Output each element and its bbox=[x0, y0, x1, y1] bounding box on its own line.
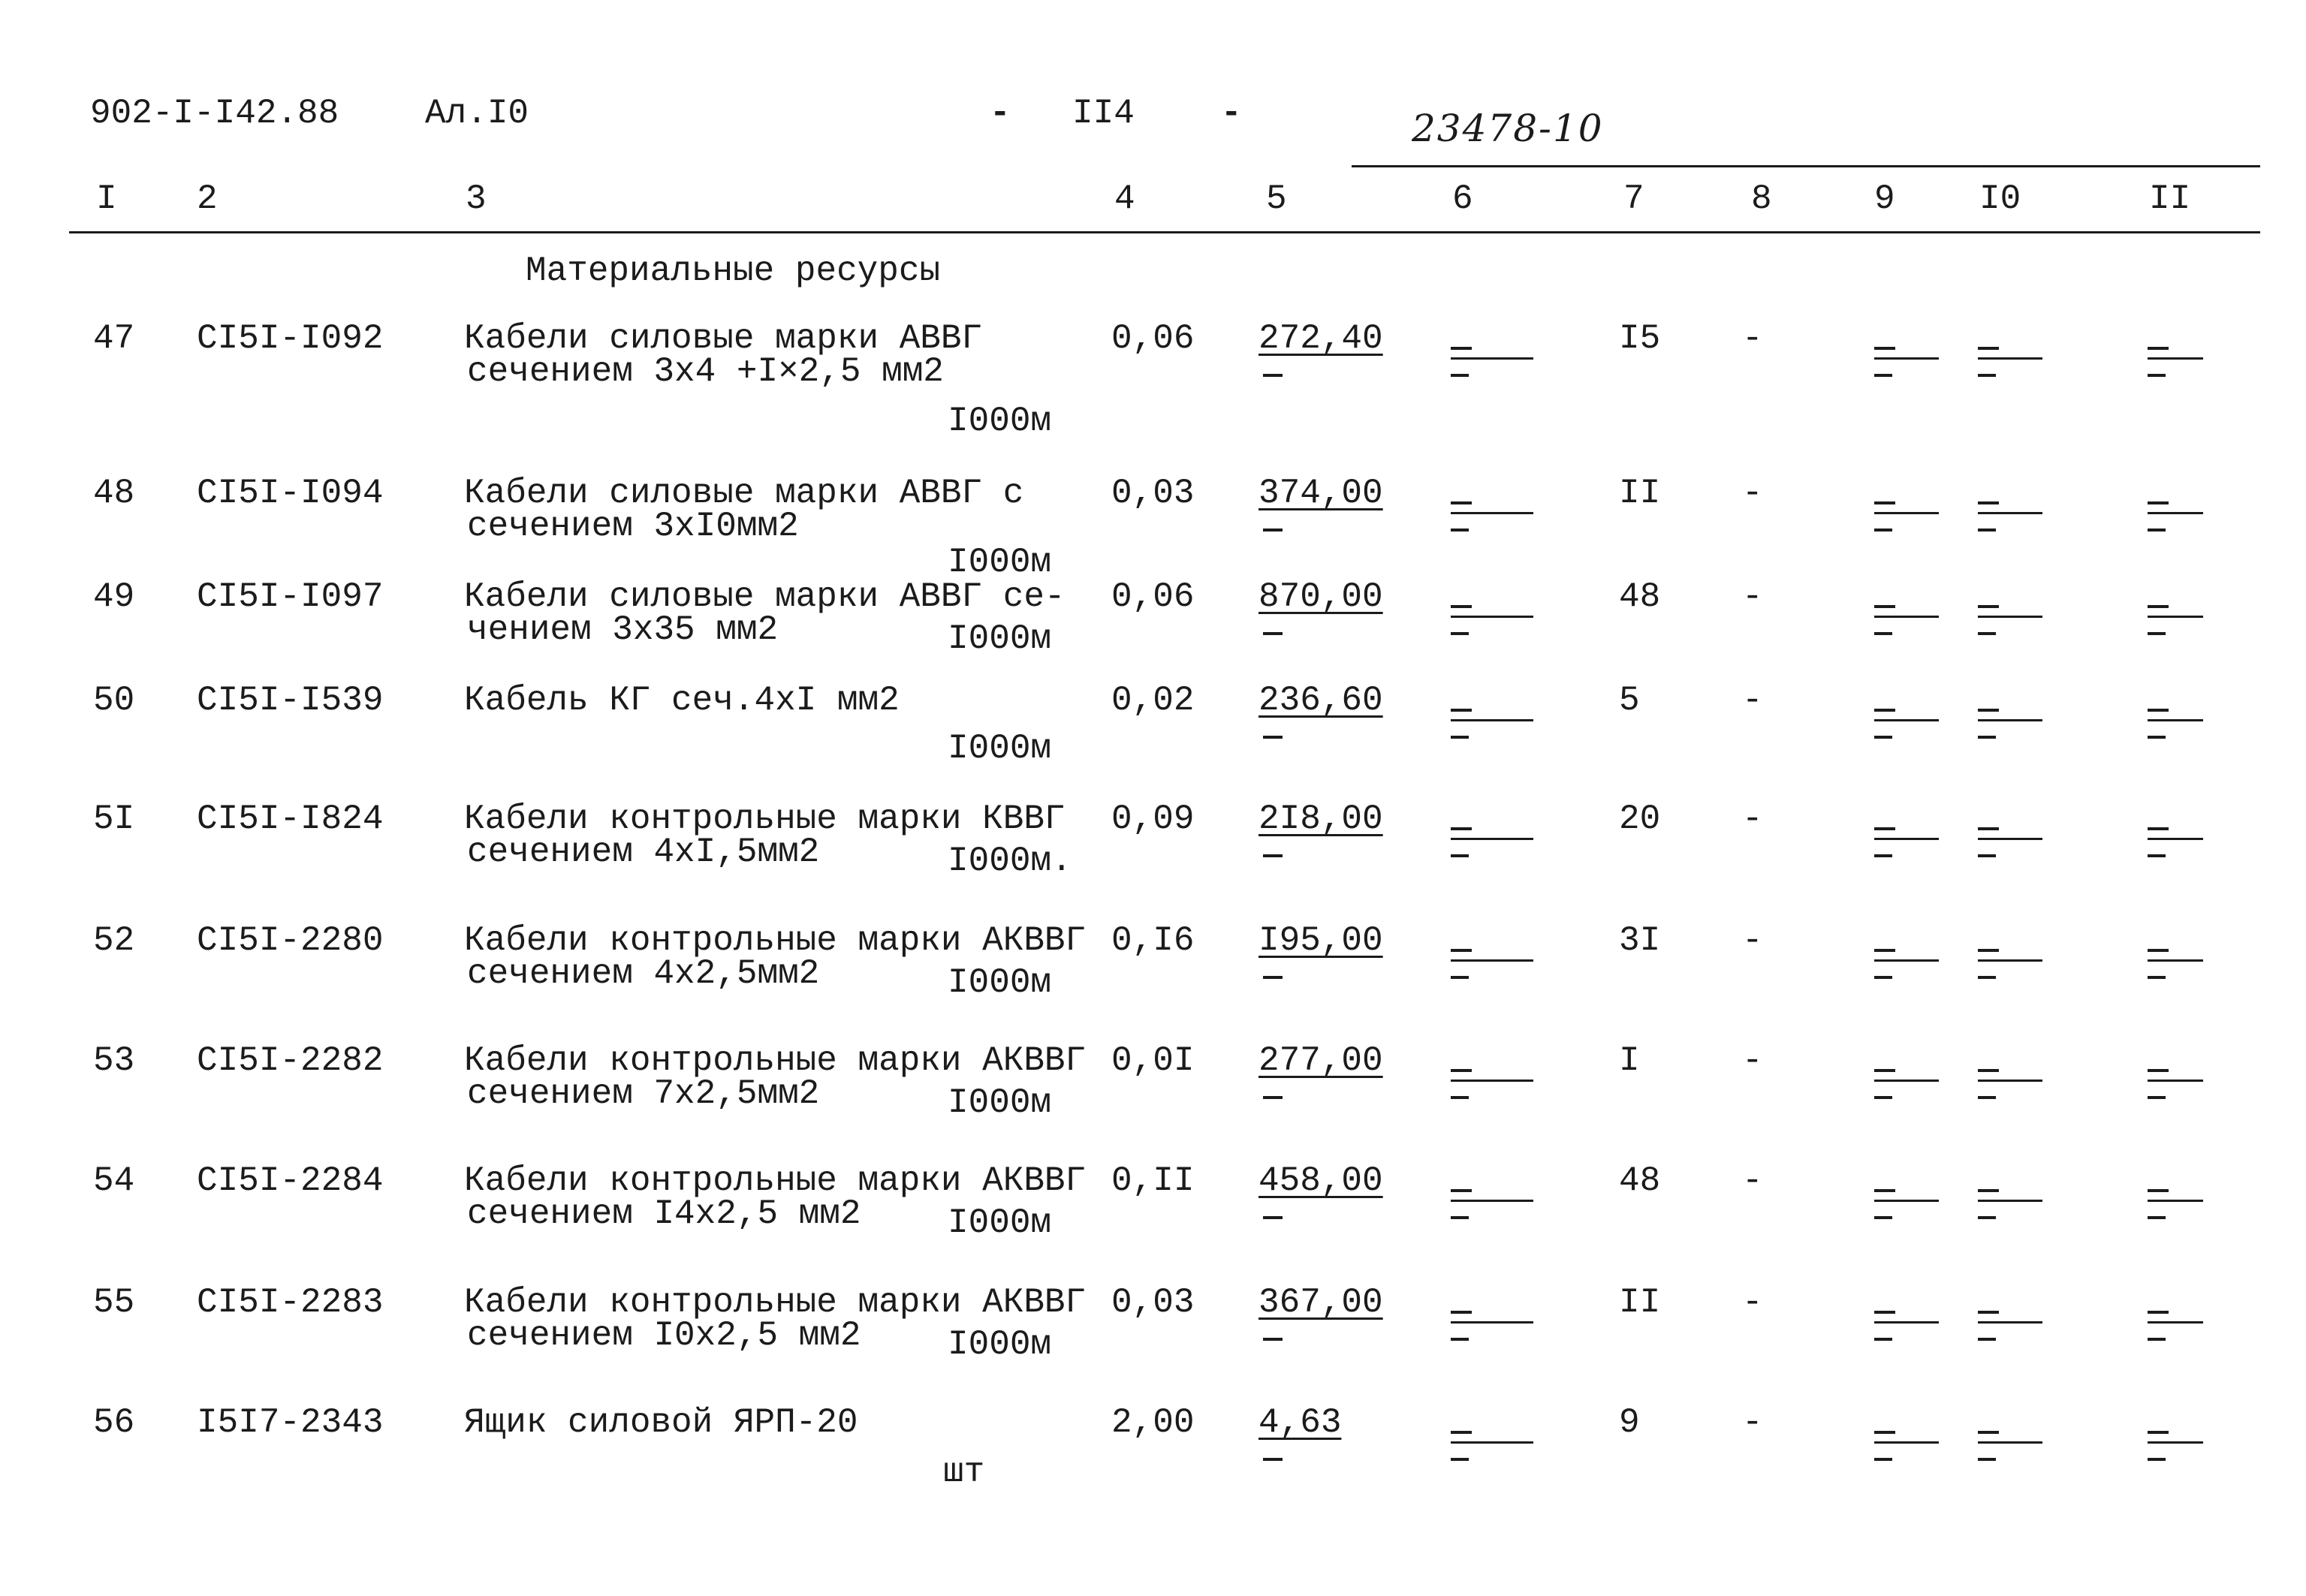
empty-cell-dash bbox=[2148, 949, 2169, 952]
empty-cell-dash bbox=[1978, 949, 1999, 952]
empty-cell-dash bbox=[1451, 1441, 1533, 1444]
empty-cell-dash bbox=[1263, 1458, 1283, 1461]
empty-cell-dash bbox=[1451, 512, 1533, 514]
empty-cell-dash bbox=[1978, 528, 1996, 531]
empty-cell-dash bbox=[1874, 357, 1939, 360]
column-header: I0 bbox=[1979, 179, 2021, 218]
empty-cell-dash bbox=[2148, 512, 2203, 514]
empty-cell-dash bbox=[1451, 949, 1472, 952]
row-price: 236,60 bbox=[1259, 681, 1383, 720]
column-header: I bbox=[96, 179, 117, 218]
row-code: I5I7-2343 bbox=[197, 1403, 384, 1442]
empty-cell-dash bbox=[1978, 1080, 2042, 1082]
empty-cell-dash bbox=[2148, 501, 2169, 504]
empty-cell-dash bbox=[1263, 528, 1283, 531]
empty-cell-dash bbox=[1978, 357, 2042, 360]
row-price: 277,00 bbox=[1259, 1041, 1383, 1080]
row-quantity: 0,II bbox=[1111, 1161, 1195, 1200]
row-name-line2: сечением I0х2,5 мм2 bbox=[467, 1316, 861, 1355]
page-dash-left: - bbox=[990, 94, 1011, 133]
empty-cell-dash bbox=[1874, 854, 1892, 857]
empty-cell-dash bbox=[1978, 959, 2042, 962]
row-number: 56 bbox=[93, 1403, 135, 1442]
empty-cell-dash bbox=[2148, 1441, 2203, 1444]
empty-cell-dash bbox=[1978, 1338, 1996, 1341]
empty-cell-dash bbox=[1874, 1321, 1939, 1323]
column-header: 9 bbox=[1874, 179, 1895, 218]
row-price: 458,00 bbox=[1259, 1161, 1383, 1200]
column-header: 2 bbox=[197, 179, 218, 218]
row-price: 4,63 bbox=[1259, 1403, 1342, 1442]
row-col8: - bbox=[1742, 577, 1763, 616]
empty-cell-dash bbox=[1978, 1096, 1996, 1099]
row-code: CI5I-I092 bbox=[197, 319, 384, 358]
empty-cell-dash bbox=[1451, 854, 1469, 857]
empty-cell-dash bbox=[1978, 1441, 2042, 1444]
row-number: 48 bbox=[93, 474, 135, 513]
empty-cell-dash bbox=[2148, 357, 2203, 360]
empty-cell-dash bbox=[1874, 632, 1892, 635]
empty-cell-dash bbox=[1978, 1216, 1996, 1219]
empty-cell-dash bbox=[2148, 854, 2166, 857]
column-header: 8 bbox=[1751, 179, 1772, 218]
empty-cell-dash bbox=[1874, 709, 1895, 712]
row-code: CI5I-2284 bbox=[197, 1161, 384, 1200]
empty-cell-dash bbox=[2148, 719, 2203, 721]
row-col7: 5 bbox=[1619, 681, 1640, 720]
empty-cell-dash bbox=[1451, 959, 1533, 962]
empty-cell-dash bbox=[1451, 1431, 1472, 1434]
empty-cell-dash bbox=[1978, 1189, 1999, 1192]
empty-cell-dash bbox=[1874, 1080, 1939, 1082]
empty-cell-dash bbox=[1978, 616, 2042, 618]
empty-cell-dash bbox=[1874, 1431, 1895, 1434]
empty-cell-dash bbox=[2148, 1311, 2169, 1314]
empty-cell-dash bbox=[1263, 374, 1283, 377]
row-number: 47 bbox=[93, 319, 135, 358]
empty-cell-dash bbox=[1978, 1200, 2042, 1202]
row-quantity: 0,I6 bbox=[1111, 921, 1195, 960]
empty-cell-dash bbox=[1874, 1069, 1895, 1072]
empty-cell-dash bbox=[1978, 709, 1999, 712]
empty-cell-dash bbox=[2148, 1338, 2166, 1341]
row-unit: I000м bbox=[948, 543, 1052, 582]
empty-cell-dash bbox=[1874, 976, 1892, 979]
empty-cell-dash bbox=[1874, 1338, 1892, 1341]
empty-cell-dash bbox=[1978, 512, 2042, 514]
empty-cell-dash bbox=[1263, 1096, 1283, 1099]
empty-cell-dash bbox=[2148, 1096, 2166, 1099]
empty-cell-dash bbox=[1978, 838, 2042, 840]
empty-cell-dash bbox=[2148, 1216, 2166, 1219]
row-col8: - bbox=[1742, 681, 1763, 720]
empty-cell-dash bbox=[1451, 632, 1469, 635]
empty-cell-dash bbox=[1451, 1311, 1472, 1314]
row-quantity: 0,06 bbox=[1111, 577, 1195, 616]
empty-cell-dash bbox=[1451, 528, 1469, 531]
empty-cell-dash bbox=[1978, 1458, 1996, 1461]
row-name-line1: Кабели силовые марки АВВГ bbox=[464, 319, 983, 358]
row-code: CI5I-2282 bbox=[197, 1041, 384, 1080]
empty-cell-dash bbox=[1978, 1069, 1999, 1072]
empty-cell-dash bbox=[1874, 1200, 1939, 1202]
row-col8: - bbox=[1742, 474, 1763, 513]
row-name-line1: Ящик силовой ЯРП-20 bbox=[464, 1403, 858, 1442]
empty-cell-dash bbox=[1263, 1216, 1283, 1219]
row-unit: I000м bbox=[948, 963, 1052, 1002]
row-code: CI5I-2283 bbox=[197, 1283, 384, 1322]
empty-cell-dash bbox=[2148, 528, 2166, 531]
row-quantity: 0,06 bbox=[1111, 319, 1195, 358]
row-number: 53 bbox=[93, 1041, 135, 1080]
row-col7: I5 bbox=[1619, 319, 1661, 358]
row-col7: I bbox=[1619, 1041, 1640, 1080]
row-col7: II bbox=[1619, 1283, 1661, 1322]
header-bottom-rule bbox=[69, 231, 2260, 233]
empty-cell-dash bbox=[2148, 616, 2203, 618]
empty-cell-dash bbox=[1978, 854, 1996, 857]
row-unit: I000м bbox=[948, 729, 1052, 768]
row-name-line2: сечением 3хI0мм2 bbox=[467, 507, 799, 546]
row-code: CI5I-I097 bbox=[197, 577, 384, 616]
column-header: 3 bbox=[466, 179, 487, 218]
empty-cell-dash bbox=[2148, 959, 2203, 962]
row-name-line2: сечением I4х2,5 мм2 bbox=[467, 1194, 861, 1233]
row-code: CI5I-I824 bbox=[197, 800, 384, 839]
row-name-line1: Кабели контрольные марки АКВВГ bbox=[464, 921, 1087, 960]
row-code: CI5I-I094 bbox=[197, 474, 384, 513]
row-col8: - bbox=[1742, 800, 1763, 839]
row-number: 49 bbox=[93, 577, 135, 616]
row-name-line1: Кабели контрольные марки АКВВГ bbox=[464, 1161, 1087, 1200]
empty-cell-dash bbox=[1874, 719, 1939, 721]
column-header: 7 bbox=[1623, 179, 1644, 218]
empty-cell-dash bbox=[2148, 827, 2169, 830]
row-col7: 20 bbox=[1619, 800, 1661, 839]
empty-cell-dash bbox=[1978, 374, 1996, 377]
empty-cell-dash bbox=[1978, 605, 1999, 608]
row-quantity: 0,09 bbox=[1111, 800, 1195, 839]
empty-cell-dash bbox=[1978, 976, 1996, 979]
row-name-line1: Кабели контрольные марки АКВВГ bbox=[464, 1041, 1087, 1080]
empty-cell-dash bbox=[1874, 838, 1939, 840]
empty-cell-dash bbox=[1451, 1189, 1472, 1192]
empty-cell-dash bbox=[1978, 827, 1999, 830]
empty-cell-dash bbox=[1451, 616, 1533, 618]
empty-cell-dash bbox=[1874, 512, 1939, 514]
column-header: 4 bbox=[1114, 179, 1135, 218]
row-code: CI5I-I539 bbox=[197, 681, 384, 720]
empty-cell-dash bbox=[1263, 854, 1283, 857]
empty-cell-dash bbox=[1263, 736, 1283, 739]
column-header: 5 bbox=[1266, 179, 1287, 218]
empty-cell-dash bbox=[1451, 357, 1533, 360]
row-unit: шт bbox=[943, 1453, 985, 1492]
row-unit: I000м bbox=[948, 402, 1052, 441]
empty-cell-dash bbox=[2148, 1189, 2169, 1192]
empty-cell-dash bbox=[2148, 1200, 2203, 1202]
empty-cell-dash bbox=[1978, 632, 1996, 635]
row-col7: 48 bbox=[1619, 1161, 1661, 1200]
empty-cell-dash bbox=[1978, 347, 1999, 350]
column-header: 6 bbox=[1452, 179, 1473, 218]
empty-cell-dash bbox=[1451, 501, 1472, 504]
row-quantity: 2,00 bbox=[1111, 1403, 1195, 1442]
row-unit: I000м. bbox=[948, 842, 1072, 881]
row-col7: 9 bbox=[1619, 1403, 1640, 1442]
empty-cell-dash bbox=[2148, 1069, 2169, 1072]
row-unit: I000м bbox=[948, 1325, 1052, 1364]
row-unit: I000м bbox=[948, 1083, 1052, 1122]
row-name-line1: Кабели силовые марки АВВГ се- bbox=[464, 577, 1066, 616]
row-name-line2: чением 3х35 мм2 bbox=[467, 610, 779, 649]
row-col8: - bbox=[1742, 319, 1763, 358]
row-name-line2: сечением 4хI,5мм2 bbox=[467, 833, 820, 872]
empty-cell-dash bbox=[1874, 827, 1895, 830]
empty-cell-dash bbox=[1874, 1311, 1895, 1314]
row-name-line1: Кабели силовые марки АВВГ с bbox=[464, 474, 1024, 513]
row-price: I95,00 bbox=[1259, 921, 1383, 960]
row-price: 367,00 bbox=[1259, 1283, 1383, 1322]
row-col7: 48 bbox=[1619, 577, 1661, 616]
empty-cell-dash bbox=[1874, 501, 1895, 504]
section-title: Материальные ресурсы bbox=[526, 251, 941, 291]
empty-cell-dash bbox=[1874, 949, 1895, 952]
empty-cell-dash bbox=[1874, 616, 1939, 618]
empty-cell-dash bbox=[2148, 1080, 2203, 1082]
empty-cell-dash bbox=[2148, 374, 2166, 377]
empty-cell-dash bbox=[1451, 719, 1533, 721]
row-col8: - bbox=[1742, 921, 1763, 960]
empty-cell-dash bbox=[1263, 1338, 1283, 1341]
empty-cell-dash bbox=[2148, 347, 2169, 350]
empty-cell-dash bbox=[1874, 959, 1939, 962]
empty-cell-dash bbox=[1451, 1080, 1533, 1082]
empty-cell-dash bbox=[1451, 1458, 1469, 1461]
row-price: 374,00 bbox=[1259, 474, 1383, 513]
row-number: 52 bbox=[93, 921, 135, 960]
empty-cell-dash bbox=[2148, 605, 2169, 608]
row-col8: - bbox=[1742, 1283, 1763, 1322]
empty-cell-dash bbox=[1451, 347, 1472, 350]
empty-cell-dash bbox=[1451, 1096, 1469, 1099]
empty-cell-dash bbox=[1451, 838, 1533, 840]
row-name-line2: сечением 4х2,5мм2 bbox=[467, 954, 820, 993]
row-quantity: 0,03 bbox=[1111, 1283, 1195, 1322]
row-number: 54 bbox=[93, 1161, 135, 1200]
empty-cell-dash bbox=[1874, 528, 1892, 531]
empty-cell-dash bbox=[2148, 632, 2166, 635]
document-number: 902-I-I42.88 bbox=[90, 94, 339, 133]
empty-cell-dash bbox=[1451, 1069, 1472, 1072]
row-name-line1: Кабели контрольные марки КВВГ bbox=[464, 800, 1066, 839]
empty-cell-dash bbox=[1874, 1096, 1892, 1099]
row-quantity: 0,03 bbox=[1111, 474, 1195, 513]
row-unit: I000м bbox=[948, 1203, 1052, 1242]
empty-cell-dash bbox=[1263, 976, 1283, 979]
row-price: 272,40 bbox=[1259, 319, 1383, 358]
empty-cell-dash bbox=[1451, 1321, 1533, 1323]
empty-cell-dash bbox=[2148, 709, 2169, 712]
empty-cell-dash bbox=[1451, 827, 1472, 830]
empty-cell-dash bbox=[1451, 1216, 1469, 1219]
empty-cell-dash bbox=[2148, 1458, 2166, 1461]
empty-cell-dash bbox=[1451, 605, 1472, 608]
empty-cell-dash bbox=[1874, 1216, 1892, 1219]
empty-cell-dash bbox=[2148, 1321, 2203, 1323]
column-header: II bbox=[2149, 179, 2191, 218]
row-unit: I000м bbox=[948, 619, 1052, 658]
row-quantity: 0,02 bbox=[1111, 681, 1195, 720]
row-col8: - bbox=[1742, 1403, 1763, 1442]
row-col7: II bbox=[1619, 474, 1661, 513]
page-number: II4 bbox=[1072, 94, 1135, 133]
empty-cell-dash bbox=[1451, 736, 1469, 739]
sheet-label: Ал.I0 bbox=[425, 94, 529, 133]
empty-cell-dash bbox=[1451, 1200, 1533, 1202]
header-top-rule bbox=[1352, 165, 2260, 167]
row-code: CI5I-2280 bbox=[197, 921, 384, 960]
page-dash-right: - bbox=[1221, 94, 1242, 133]
inventory-number: 23478-10 bbox=[1412, 107, 1604, 150]
empty-cell-dash bbox=[2148, 1431, 2169, 1434]
empty-cell-dash bbox=[1451, 1338, 1469, 1341]
empty-cell-dash bbox=[1874, 736, 1892, 739]
row-name-line1: Кабели контрольные марки АКВВГ bbox=[464, 1283, 1087, 1322]
row-col7: 3I bbox=[1619, 921, 1661, 960]
empty-cell-dash bbox=[1263, 632, 1283, 635]
empty-cell-dash bbox=[1874, 1189, 1895, 1192]
row-quantity: 0,0I bbox=[1111, 1041, 1195, 1080]
row-number: 5I bbox=[93, 800, 135, 839]
empty-cell-dash bbox=[1451, 976, 1469, 979]
row-col8: - bbox=[1742, 1161, 1763, 1200]
row-number: 50 bbox=[93, 681, 135, 720]
empty-cell-dash bbox=[2148, 838, 2203, 840]
empty-cell-dash bbox=[1451, 709, 1472, 712]
empty-cell-dash bbox=[2148, 736, 2166, 739]
empty-cell-dash bbox=[1978, 1431, 1999, 1434]
empty-cell-dash bbox=[1874, 605, 1895, 608]
empty-cell-dash bbox=[1978, 1321, 2042, 1323]
row-price: 870,00 bbox=[1259, 577, 1383, 616]
empty-cell-dash bbox=[1451, 374, 1469, 377]
empty-cell-dash bbox=[1874, 374, 1892, 377]
row-name-line2: сечением 3х4 +I×2,5 мм2 bbox=[467, 352, 944, 391]
row-name-line2: сечением 7х2,5мм2 bbox=[467, 1074, 820, 1113]
empty-cell-dash bbox=[1874, 1441, 1939, 1444]
empty-cell-dash bbox=[1978, 719, 2042, 721]
row-price: 2I8,00 bbox=[1259, 800, 1383, 839]
empty-cell-dash bbox=[1874, 347, 1895, 350]
empty-cell-dash bbox=[1978, 501, 1999, 504]
empty-cell-dash bbox=[1874, 1458, 1892, 1461]
empty-cell-dash bbox=[1978, 1311, 1999, 1314]
empty-cell-dash bbox=[1978, 736, 1996, 739]
row-name-line1: Кабель КГ сеч.4хI мм2 bbox=[464, 681, 900, 720]
row-number: 55 bbox=[93, 1283, 135, 1322]
empty-cell-dash bbox=[2148, 976, 2166, 979]
row-col8: - bbox=[1742, 1041, 1763, 1080]
